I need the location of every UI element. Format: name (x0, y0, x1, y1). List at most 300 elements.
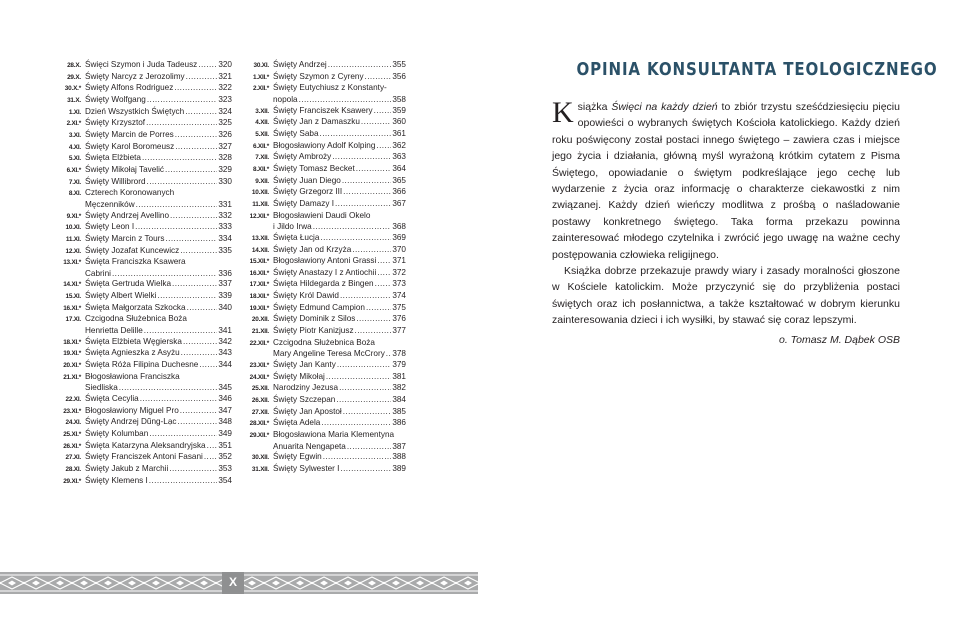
toc-date: 26.XII. (251, 397, 269, 405)
toc-date: 28.XII.* (249, 420, 269, 428)
toc-saint-name: Święty Kolumban (85, 429, 149, 438)
toc-entry (52, 441, 232, 453)
toc-saint-name: Święty Klemens I (85, 475, 148, 485)
toc-saint-name: Święty Mikołaj (273, 371, 325, 381)
toc-entry (240, 314, 406, 326)
toc-page-number: 371 (392, 256, 406, 266)
toc-saint-name: Święty Ambroży (273, 152, 332, 162)
toc-page-number: 323 (218, 94, 232, 104)
toc-entry (52, 95, 232, 107)
toc-date: 28.XI. (65, 465, 81, 473)
toc-leader-dots (198, 60, 217, 71)
toc-leader-dots (135, 222, 217, 233)
toc-entry (240, 256, 406, 268)
toc-date: 31.X. (67, 96, 81, 104)
toc-entry (52, 476, 232, 488)
toc-entry (52, 60, 232, 72)
toc-entry (240, 152, 406, 164)
toc-date: 4.XII. (255, 119, 269, 127)
toc-entry (52, 417, 232, 429)
toc-date: 19.XI.* (63, 350, 81, 358)
toc-saint-name: Henrietta Delille (85, 326, 143, 336)
toc-saint-name: Błogosławiona Franciszka (85, 371, 180, 381)
toc-date: 24.XI. (65, 419, 81, 427)
toc-entry (240, 222, 406, 233)
toc-saint-name: Święta Elżbieta Węgierska (85, 336, 182, 346)
toc-saint-name: Święty Andrzej (273, 60, 327, 69)
toc-saint-name: Święty Egwin (273, 452, 322, 462)
toc-page-number: 334 (218, 233, 232, 243)
toc-page-number: 344 (218, 360, 232, 370)
toc-date: 13.XI.* (63, 259, 81, 267)
toc-saint-name: Czcigodna Służebnica Boża (273, 337, 375, 347)
toc-leader-dots (352, 245, 391, 256)
toc-date: 2.XI.* (66, 120, 81, 128)
toc-saint-name: Mary Angeline Teresa McCrory (273, 349, 385, 359)
toc-date: 22.XII.* (249, 339, 269, 347)
toc-saint-name: Święci Szymon i Juda Tadeusz (85, 60, 198, 69)
toc-entry (52, 165, 232, 177)
toc-page-number: 324 (218, 106, 232, 116)
toc-page-number: 320 (218, 60, 232, 69)
toc-entry (240, 211, 406, 223)
toc-entry (240, 442, 406, 453)
toc-date: 7.XI. (68, 178, 81, 186)
toc-date: 6.XII.* (252, 142, 269, 150)
toc-entry (240, 60, 406, 72)
toc-page-number: 343 (218, 348, 232, 358)
toc-date: 21.XI.* (63, 373, 81, 381)
toc-leader-dots (320, 129, 392, 140)
toc-saint-name: Święty Mikołaj Tavelić (85, 164, 165, 174)
toc-saint-name: Cabrini (85, 268, 111, 278)
toc-page-number: 364 (392, 163, 406, 173)
toc-saint-name: Święty Anastazy I z Antiochii (273, 267, 377, 277)
toc-saint-name: Czterech Koronowanych (85, 188, 175, 198)
toc-page-number: 388 (392, 452, 406, 462)
toc-page-number: 354 (218, 475, 232, 485)
toc-entry (240, 106, 406, 118)
toc-saint-name: Święta Łucja (273, 232, 320, 242)
toc-saint-name: Święty Sylwester I (273, 463, 340, 473)
toc-date: 29.XI.* (63, 477, 81, 485)
toc-date: 18.XII.* (249, 293, 269, 301)
toc-date: 30.XI. (253, 62, 269, 69)
toc-page-number: 345 (218, 383, 232, 393)
toc-page-number: 373 (392, 279, 406, 289)
toc-leader-dots (366, 303, 391, 314)
toc-entry (52, 279, 232, 291)
toc-entry (240, 233, 406, 245)
toc-date: 20.XI.* (63, 362, 81, 370)
toc-leader-dots (337, 360, 392, 371)
toc-saint-name: Święty Juan Diego (273, 175, 341, 185)
toc-leader-dots (157, 291, 217, 302)
toc-leader-dots (180, 406, 218, 417)
toc-saint-name: Święty Jan Kanty (273, 360, 336, 370)
toc-leader-dots (328, 60, 392, 71)
toc-page-number: 366 (392, 187, 406, 197)
toc-leader-dots (377, 256, 391, 267)
toc-saint-name: Święty Albert Wielki (85, 291, 157, 301)
toc-entry (52, 246, 232, 258)
toc-entry (240, 430, 406, 442)
toc-page-number: 331 (218, 199, 232, 209)
toc-date: 6.XI.* (66, 166, 81, 174)
toc-date: 19.XII.* (249, 304, 269, 312)
toc-leader-dots (313, 222, 392, 233)
toc-entry (52, 257, 232, 269)
toc-entry (52, 222, 232, 234)
toc-entry (52, 383, 232, 394)
toc-entry (52, 360, 232, 372)
toc-leader-dots (172, 279, 217, 290)
toc-date: 4.XI. (68, 143, 81, 151)
toc-date: 12.XI. (65, 247, 81, 255)
toc-date: 5.XII. (255, 130, 269, 138)
toc-leader-dots (169, 464, 217, 475)
toc-page-number: 335 (218, 245, 232, 255)
toc-page-number: 342 (218, 336, 232, 346)
toc-page-number: 361 (392, 128, 406, 138)
toc-date: 18.XI.* (63, 338, 81, 346)
toc-entry (240, 129, 406, 141)
toc-leader-dots (377, 268, 391, 279)
toc-saint-name: Święty Grzegorz III (273, 187, 343, 197)
toc-date: 17.XII.* (249, 281, 269, 289)
toc-date: 15.XII.* (249, 258, 269, 266)
toc-page-number: 372 (392, 267, 406, 277)
toc-saint-name: Święta Małgorzata Szkocka (85, 302, 186, 312)
toc-leader-dots (144, 326, 218, 337)
toc-entry (52, 303, 232, 315)
toc-date: 13.XII. (251, 234, 269, 242)
toc-page-number: 381 (392, 371, 406, 381)
toc-saint-name: Święty Piotr Kanizjusz (273, 326, 354, 336)
toc-date: 20.XII. (251, 316, 269, 324)
toc-saint-name: Święta Cecylia (85, 394, 139, 404)
toc-saint-name: Błogosławiony Adolf Kolping (273, 140, 376, 150)
toc-date: 21.XII. (251, 328, 269, 336)
toc-saint-name: Święty Krzysztof (85, 118, 146, 128)
toc-date: 25.XII. (251, 385, 269, 393)
toc-page-number: 365 (392, 175, 406, 185)
toc-page-number: 362 (392, 140, 406, 150)
toc-date: 10.XII. (251, 189, 269, 197)
toc-page-number: 333 (218, 222, 232, 232)
toc-saint-name: Święty Karol Boromeusz (85, 141, 175, 151)
toc-date: 17.XI. (65, 316, 81, 324)
toc-page-number: 336 (218, 268, 232, 278)
toc-date: 11.XI. (65, 235, 81, 243)
right-page (478, 0, 956, 638)
toc-entry (240, 164, 406, 176)
toc-page-number: 382 (392, 383, 406, 393)
toc-saint-name: Święty Alfons Rodriguez (85, 83, 174, 93)
toc-entry (52, 153, 232, 165)
toc-saint-name: Święty Andrzej Avellino (85, 210, 170, 220)
toc-entry (240, 464, 406, 476)
toc-leader-dots (180, 246, 217, 257)
toc-date: 2.XII.* (252, 85, 269, 93)
toc-entry (240, 418, 406, 430)
toc-leader-dots (142, 153, 217, 164)
toc-entry (52, 348, 232, 360)
toc-saint-name: Święty Szczepan (273, 395, 336, 405)
toc-page-number: 332 (218, 210, 232, 220)
toc-saint-name: Święta Adela (273, 418, 321, 428)
toc-saint-name: Święty Edmund Campion (273, 302, 365, 312)
toc-page-number: 325 (218, 118, 232, 128)
toc-date: 9.XI.* (66, 212, 81, 220)
toc-leader-dots (147, 95, 217, 106)
toc-page-number: 360 (392, 117, 406, 127)
toc-entry (240, 383, 406, 395)
toc-leader-dots (355, 326, 392, 337)
toc-saint-name: nopola (273, 94, 298, 104)
toc-saint-name: Święty Jan od Krzyża (273, 244, 352, 254)
toc-leader-dots (299, 95, 392, 106)
toc-leader-dots (174, 83, 217, 94)
toc-entry (52, 394, 232, 406)
book-title: Święci na każdy dzień (611, 101, 718, 113)
toc-date: 22.XI. (65, 396, 81, 404)
toc-page-number: 358 (392, 94, 406, 104)
toc-entry (52, 429, 232, 441)
toc-entry (52, 452, 232, 464)
toc-entry (52, 188, 232, 200)
toc-leader-dots (165, 165, 217, 176)
toc-page-number: 337 (218, 279, 232, 289)
toc-leader-dots (170, 211, 217, 222)
toc-leader-dots (339, 383, 391, 394)
toc-page-number: 369 (392, 232, 406, 242)
toc-leader-dots (199, 360, 217, 371)
toc-date: 28.X. (67, 62, 81, 69)
toc-entry (52, 177, 232, 189)
paragraph-1-start: siążka (577, 101, 612, 113)
toc-page-number: 328 (218, 153, 232, 163)
toc-entry (52, 107, 232, 119)
toc-entry (240, 95, 406, 106)
toc-saint-name: Święty Eutychiusz z Konstanty- (273, 83, 387, 93)
toc-saint-name: Święty Jakub z Marchii (85, 463, 169, 473)
toc-page-number: 347 (218, 405, 232, 415)
toc-entry (52, 406, 232, 418)
toc-leader-dots (342, 176, 392, 187)
toc-leader-dots (376, 141, 391, 152)
toc-entry (52, 130, 232, 142)
toc-leader-dots (149, 429, 217, 440)
toc-leader-dots (186, 72, 218, 83)
toc-saint-name: Czcigodna Służebnica Boża (85, 314, 187, 324)
toc-saint-name: Święty Jozafat Kuncewicz (85, 245, 180, 255)
toc-leader-dots (119, 383, 218, 394)
toc-page-number: 326 (218, 129, 232, 139)
toc-page-number: 375 (392, 302, 406, 312)
toc-date: 31.XII. (251, 465, 269, 473)
toc-column-2 (240, 60, 406, 476)
toc-entry (240, 187, 406, 199)
toc-date: 29.XII.* (249, 432, 269, 439)
toc-entry (52, 314, 232, 326)
toc-leader-dots (340, 464, 391, 475)
toc-entry (52, 200, 232, 211)
toc-leader-dots (321, 418, 391, 429)
toc-date: 27.XI. (65, 454, 81, 462)
toc-entry (240, 372, 406, 384)
toc-saint-name: Święty Marcin z Tours (85, 233, 165, 243)
toc-entry (52, 372, 232, 384)
toc-leader-dots (375, 279, 392, 290)
toc-page-number: 339 (218, 291, 232, 301)
toc-entry (52, 464, 232, 476)
toc-leader-dots (374, 106, 392, 117)
toc-entry (240, 176, 406, 188)
toc-entry (240, 360, 406, 372)
toc-entry (52, 291, 232, 303)
toc-date: 30.XII. (251, 454, 269, 462)
toc-leader-dots (140, 394, 218, 405)
toc-page-number: 370 (392, 244, 406, 254)
toc-page-number: 321 (218, 71, 232, 81)
toc-date: 3.XI. (68, 131, 81, 139)
toc-date: 8.XII.* (252, 165, 269, 173)
toc-saint-name: Święty Andrzej Dũng-Lạc (85, 417, 177, 427)
toc-page-number: 340 (218, 302, 232, 312)
toc-page-number: 329 (218, 164, 232, 174)
toc-date: 23.XI.* (63, 407, 81, 415)
toc-page-number: 378 (392, 349, 406, 359)
toc-page-number: 385 (392, 406, 406, 416)
toc-saint-name: Błogosławiona Maria Klementyna (273, 430, 395, 439)
toc-entry (52, 118, 232, 130)
page-title: OPINIA KONSULTANTA TEOLOGICZNEGO (576, 60, 938, 80)
drop-cap: K (552, 96, 574, 129)
toc-leader-dots (361, 117, 391, 128)
toc-saint-name: Święty Marcin de Porres (85, 129, 174, 139)
toc-entry (240, 72, 406, 84)
paragraph-1 (552, 96, 900, 263)
toc-date: 16.XII.* (249, 269, 269, 277)
toc-leader-dots (175, 130, 218, 141)
toc-date: 25.XI.* (63, 431, 81, 438)
paragraph-2: Książka dobrze przekazuje prawdy wiary i zasady moralności głoszone w Kościele katolickim. Może przyczynić się do przybliżenia postaci świętych oraz ich posłannictwa, a także kształtować w dobrym kierunku zainteresowania dzieci i ich wysiłki, by stawać się coraz lepszymi. (552, 265, 900, 327)
toc-entry (52, 72, 232, 84)
toc-saint-name: Święty Franciszek Ksawery (273, 105, 373, 115)
toc-page-number: 367 (392, 198, 406, 208)
toc-date: 7.XII. (255, 154, 269, 162)
toc-date: 11.XII. (252, 200, 269, 208)
toc-entry (240, 141, 406, 153)
toc-entry (52, 83, 232, 95)
toc-page-number: 348 (218, 417, 232, 427)
toc-leader-dots (181, 348, 218, 359)
toc-date: 24.XII.* (249, 373, 269, 381)
toc-entry (52, 211, 232, 223)
toc-page-number: 368 (392, 222, 406, 232)
toc-leader-dots (204, 452, 217, 463)
toc-leader-dots (332, 152, 391, 163)
toc-page-number: 341 (218, 326, 232, 336)
toc-entry (240, 245, 406, 257)
toc-leader-dots (175, 142, 217, 153)
toc-saint-name: Błogosławieni Daudi Okelo (273, 210, 371, 220)
toc-saint-name: Święta Agnieszka z Asyżu (85, 348, 180, 358)
toc-saint-name: Święty Król Dawid (273, 291, 339, 301)
toc-entry (240, 291, 406, 303)
toc-page-number: 353 (218, 463, 232, 473)
toc-page-number: 352 (218, 452, 232, 462)
toc-date: 16.XI.* (63, 304, 81, 312)
toc-entry (52, 142, 232, 154)
toc-leader-dots (183, 337, 217, 348)
toc-page-number: 330 (218, 176, 232, 186)
toc-saint-name: Święta Gertruda Wielka (85, 279, 172, 289)
toc-leader-dots (340, 291, 391, 302)
toc-saint-name: Święty Narcyz z Jerozolimy (85, 71, 185, 81)
toc-entry (240, 395, 406, 407)
toc-saint-name: Siedliska (85, 383, 118, 393)
toc-date: 30.X.* (64, 85, 81, 93)
toc-entry (52, 326, 232, 337)
toc-page-number: 356 (392, 71, 406, 81)
toc-page-number: 346 (218, 394, 232, 404)
toc-saint-name: Święty Tomasz Becket (273, 163, 355, 173)
toc-page-number: 322 (218, 83, 232, 93)
toc-date: 23.XII.* (249, 362, 269, 370)
toc-date: 26.XI.* (63, 442, 81, 450)
toc-entry (240, 117, 406, 129)
toc-page-number: 359 (392, 105, 406, 115)
toc-date: 10.XI. (65, 224, 81, 232)
toc-entry (240, 338, 406, 350)
toc-saint-name: Święty Jan Apostoł (273, 406, 342, 416)
toc-saint-name: i Jildo Irwa (273, 222, 312, 232)
toc-leader-dots (356, 164, 392, 175)
toc-date: 15.XI. (65, 293, 81, 301)
toc-date: 1.XI. (68, 108, 81, 116)
toc-leader-dots (347, 442, 391, 453)
toc-entry (52, 234, 232, 246)
toc-entry (240, 279, 406, 291)
toc-entry (240, 452, 406, 464)
toc-leader-dots (136, 200, 218, 211)
toc-date: 27.XII. (251, 408, 269, 416)
signature: o. Tomasz M. Dąbek OSB (779, 334, 900, 346)
toc-leader-dots (177, 417, 217, 428)
toc-leader-dots (320, 233, 391, 244)
opinion-text (552, 96, 900, 329)
toc-leader-dots (326, 372, 391, 383)
toc-page-number: 387 (392, 441, 406, 451)
toc-date: 3.XII. (255, 107, 269, 115)
toc-date: 14.XI.* (63, 281, 81, 289)
toc-leader-dots (146, 118, 217, 129)
toc-saint-name: Święta Hildegarda z Bingen (273, 279, 374, 289)
toc-leader-dots (335, 199, 391, 210)
toc-leader-dots (207, 441, 218, 452)
toc-date: 29.X. (67, 73, 81, 81)
toc-column-1 (52, 60, 232, 487)
toc-saint-name: Błogosławiony Antoni Grassi (273, 256, 377, 266)
toc-saint-name: Święty Franciszek Antoni Fasani (85, 452, 203, 462)
toc-leader-dots (112, 269, 217, 280)
toc-saint-name: Święta Róża Filipina Duchesne (85, 360, 199, 370)
toc-saint-name: Święta Elżbieta (85, 153, 141, 163)
toc-saint-name: Święta Katarzyna Aleksandryjska (85, 440, 206, 450)
toc-entry (240, 326, 406, 338)
